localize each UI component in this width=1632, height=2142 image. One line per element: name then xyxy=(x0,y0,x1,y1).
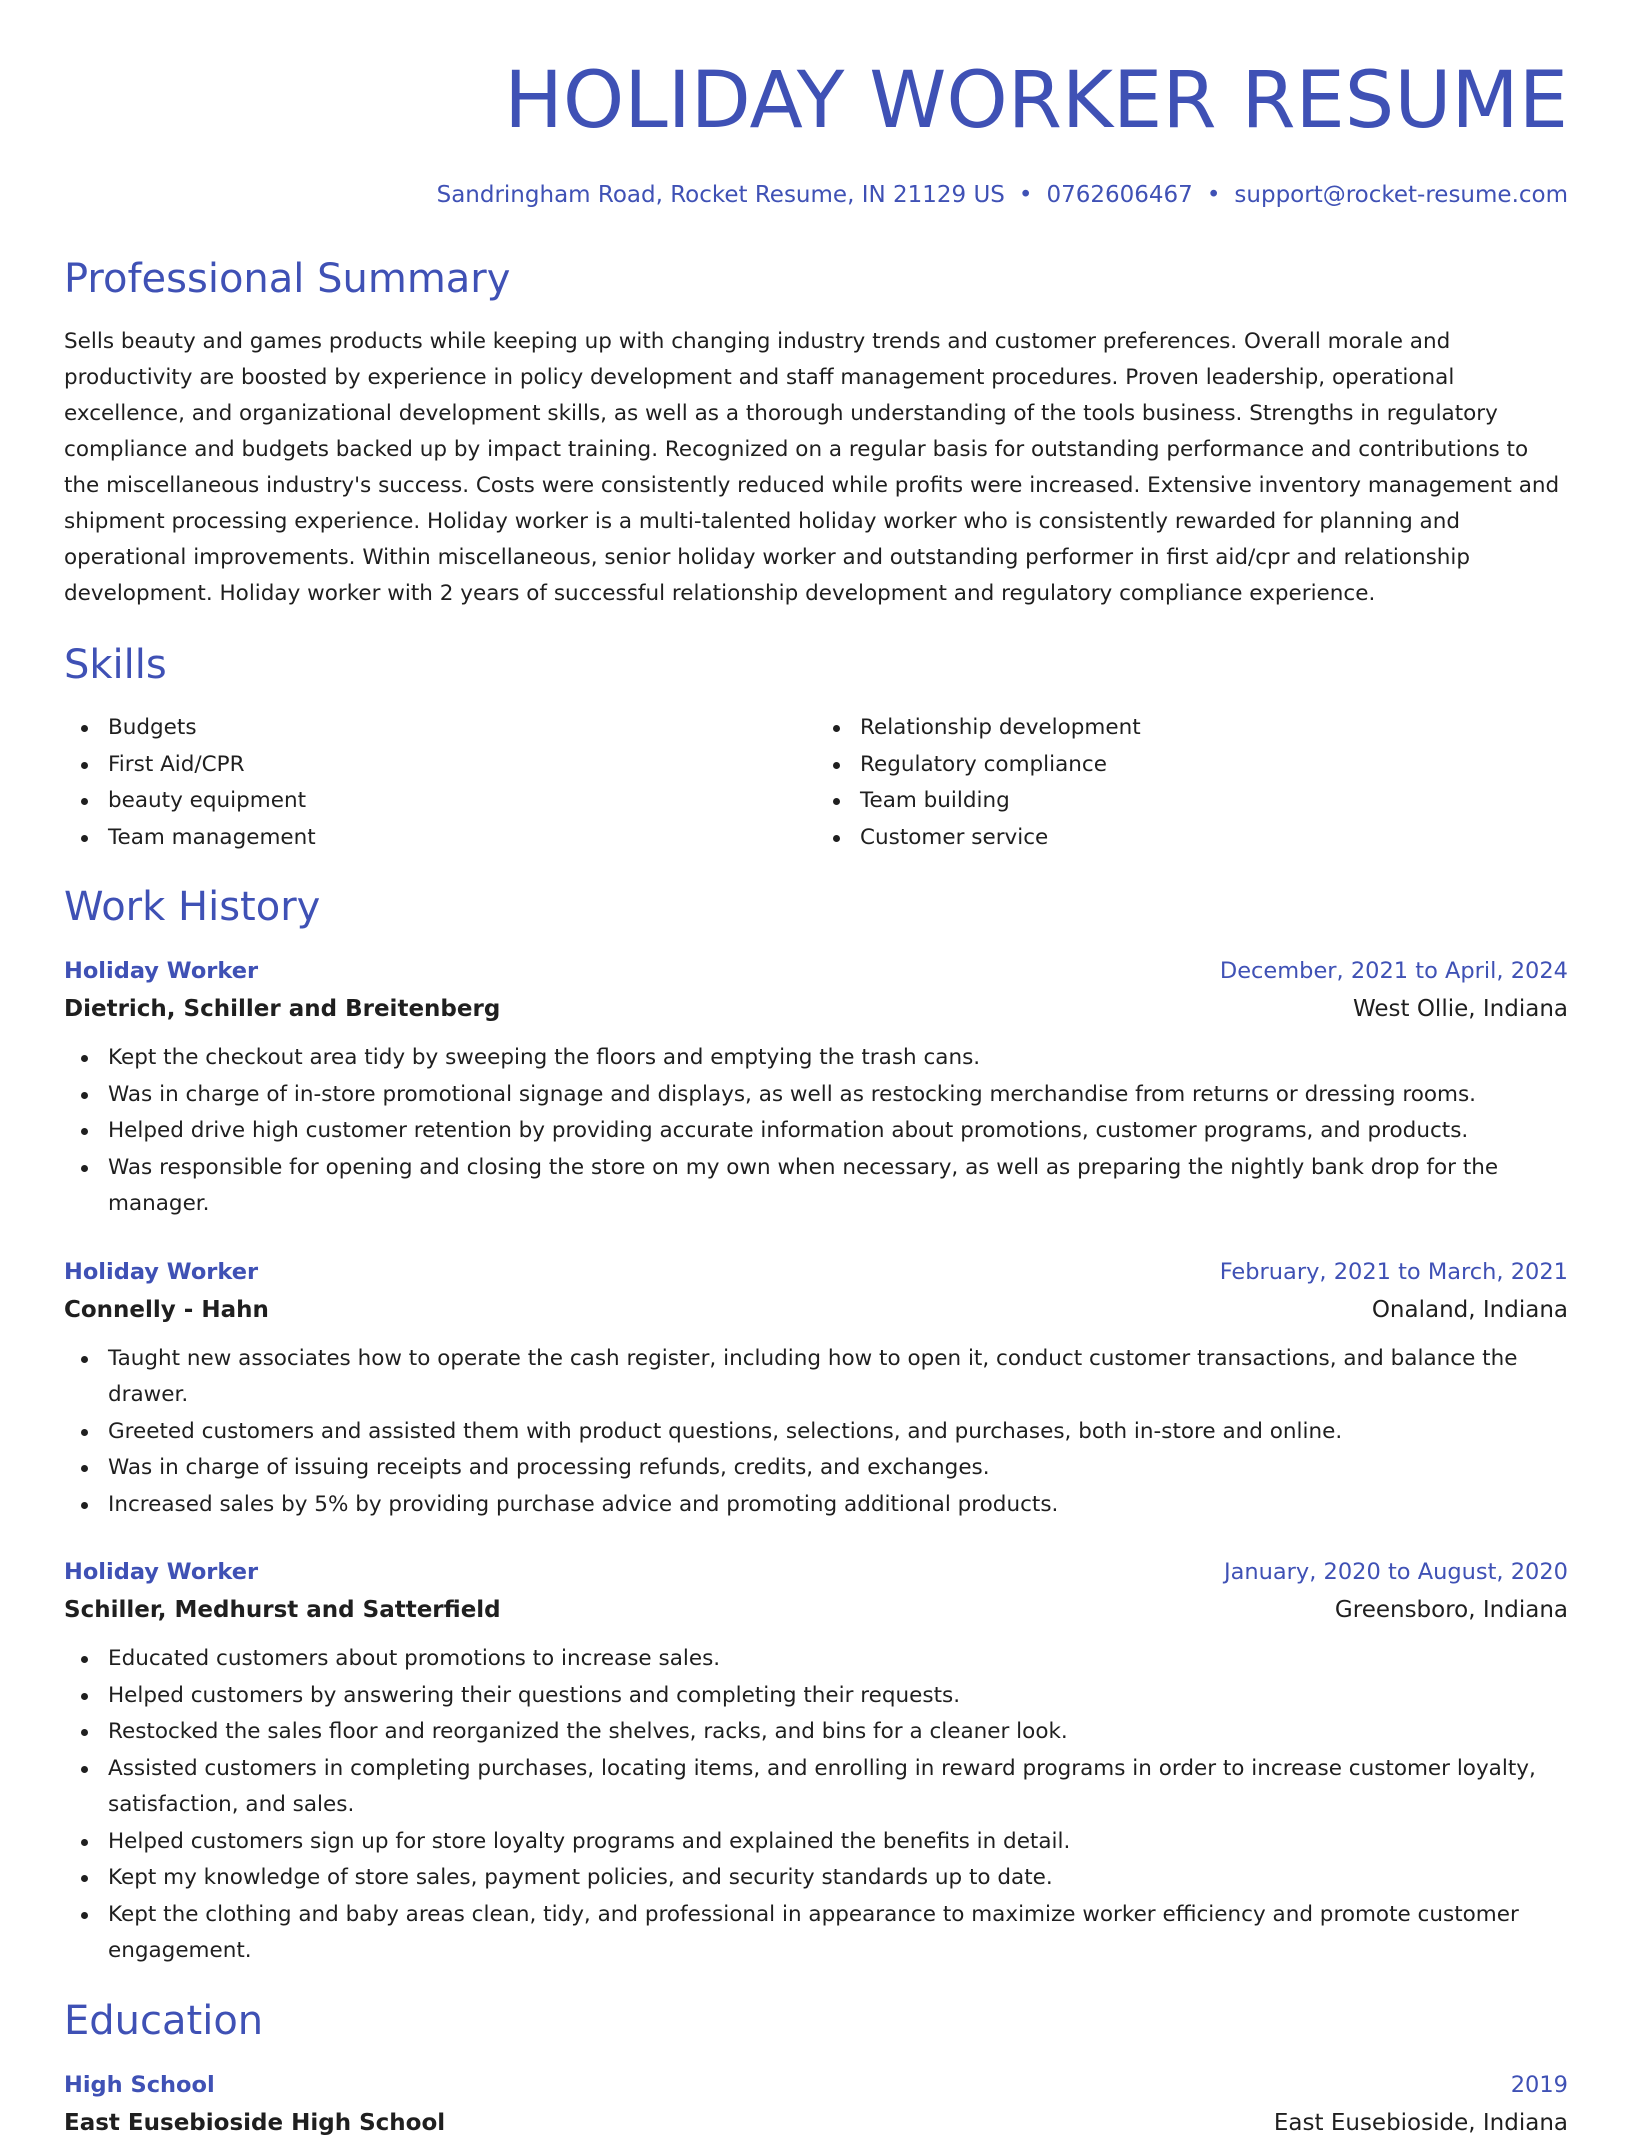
job-bullet: Restocked the sales floor and reorganized the shelves, racks, and bins for a cleaner look. xyxy=(64,1714,1568,1751)
skills-column-right xyxy=(816,710,1568,856)
job-role: Holiday Worker xyxy=(64,958,259,984)
job-bullet: Was in charge of in-store promotional signage and displays, as well as restocking merchandise from returns or dressing rooms. xyxy=(64,1077,1568,1114)
contact-phone: 0762606467 xyxy=(1046,182,1193,208)
resume-header xyxy=(64,56,1568,210)
contact-email: support@rocket-resume.com xyxy=(1234,182,1568,208)
job-entry xyxy=(64,952,1568,1223)
education-heading: Education xyxy=(64,1997,264,2044)
job-bullet: Was in charge of issuing receipts and processing refunds, credits, and exchanges. xyxy=(64,1450,1568,1487)
skill-item: Regulatory compliance xyxy=(816,747,1568,784)
job-dates: December, 2021 to April, 2024 xyxy=(1219,958,1568,984)
job-company: Dietrich, Schiller and Breitenberg xyxy=(64,996,501,1022)
job-entry xyxy=(64,1253,1568,1524)
skills-heading: Skills xyxy=(64,642,167,688)
job-bullet: Helped drive high customer retention by providing accurate information about promotions, customer programs, and products. xyxy=(64,1113,1568,1150)
job-entry xyxy=(64,1553,1568,1970)
job-bullet: Helped customers sign up for store loyalty programs and explained the benefits in detail. xyxy=(64,1824,1568,1861)
skill-item: Budgets xyxy=(64,710,816,747)
skill-item: Relationship development xyxy=(816,710,1568,747)
job-role: Holiday Worker xyxy=(64,1258,259,1285)
skill-item: beauty equipment xyxy=(64,783,816,820)
resume-title: HOLIDAY WORKER RESUME xyxy=(504,56,1568,146)
summary-heading: Professional Summary xyxy=(64,256,511,302)
skill-item: Customer service xyxy=(816,820,1568,857)
skill-item: First Aid/CPR xyxy=(64,747,816,784)
education-location: East Eusebioside, Indiana xyxy=(1273,2109,1568,2136)
job-bullet: Kept my knowledge of store sales, payment policies, and security standards up to date. xyxy=(64,1860,1568,1897)
job-bullet: Kept the checkout area tidy by sweeping the floors and emptying the trash cans. xyxy=(64,1040,1568,1077)
education-entry xyxy=(64,2066,1568,2142)
job-dates: January, 2020 to August, 2020 xyxy=(1223,1559,1568,1585)
job-dates: February, 2021 to March, 2021 xyxy=(1219,1258,1568,1285)
job-bullet: Was responsible for opening and closing the store on my own when necessary, as well as preparing the nightly bank drop for the manager. xyxy=(64,1150,1568,1223)
contact-separator: • xyxy=(1206,182,1221,208)
job-bullets xyxy=(64,1341,1568,1524)
summary-text: Sells beauty and games products while keeping up with changing industry trends and customer preferences. Overall morale and productivity are boosted by experience in policy development and staff management procedures. Proven leadership, operational excellence, and organizational development skills, as well as a thorough understanding of the tools business. Strengths in regulatory compliance and budgets backed up by impact training. Recognized on a regular basis for outstanding performance and contributions to the miscellaneous industry's success. Costs were consistently reduced while profits were increased. Extensive inventory management and shipment processing experience. Holiday worker is a multi-talented holiday worker who is consistently rewarded for planning and operational improvements. Within miscellaneous, senior holiday worker and outstanding performer in first aid/cpr and relationship development. Holiday worker with 2 years of successful relationship development and regulatory compliance experience. xyxy=(64,329,1560,606)
job-location: West Ollie, Indiana xyxy=(1352,996,1568,1022)
job-bullets xyxy=(64,1641,1568,1970)
job-company: Connelly - Hahn xyxy=(64,1296,269,1323)
contact-separator: • xyxy=(1018,182,1033,208)
education-year: 2019 xyxy=(1510,2071,1568,2098)
job-bullet: Kept the clothing and baby areas clean, tidy, and professional in appearance to maximize worker efficiency and promote customer engagement. xyxy=(64,1897,1568,1970)
job-location: Onaland, Indiana xyxy=(1371,1296,1568,1323)
job-company: Schiller, Medhurst and Satterfield xyxy=(64,1597,501,1623)
job-role: Holiday Worker xyxy=(64,1559,259,1585)
job-bullet: Increased sales by 5% by providing purchase advice and promoting additional products. xyxy=(64,1487,1568,1524)
skills-column-left xyxy=(64,710,816,856)
education-degree: High School xyxy=(64,2071,215,2098)
job-bullet: Assisted customers in completing purchases, locating items, and enrolling in reward programs in order to increase customer loyalty, satisfaction, and sales. xyxy=(64,1751,1568,1824)
contact-line xyxy=(64,180,1568,210)
skills-list xyxy=(64,710,1568,856)
job-bullet: Greeted customers and assisted them with product questions, selections, and purchases, both in-store and online. xyxy=(64,1414,1568,1451)
job-location: Greensboro, Indiana xyxy=(1334,1597,1568,1623)
job-bullet: Helped customers by answering their questions and completing their requests. xyxy=(64,1678,1568,1715)
education-school: East Eusebioside High School xyxy=(64,2109,446,2136)
job-bullets xyxy=(64,1040,1568,1223)
job-bullet: Educated customers about promotions to increase sales. xyxy=(64,1641,1568,1678)
work-history-heading: Work History xyxy=(64,884,321,930)
job-bullet: Taught new associates how to operate the cash register, including how to open it, conduct customer transactions, and balance the drawer. xyxy=(64,1341,1568,1414)
contact-address: Sandringham Road, Rocket Resume, IN 21129 US xyxy=(436,182,1005,208)
skill-item: Team building xyxy=(816,783,1568,820)
skill-item: Team management xyxy=(64,820,816,857)
